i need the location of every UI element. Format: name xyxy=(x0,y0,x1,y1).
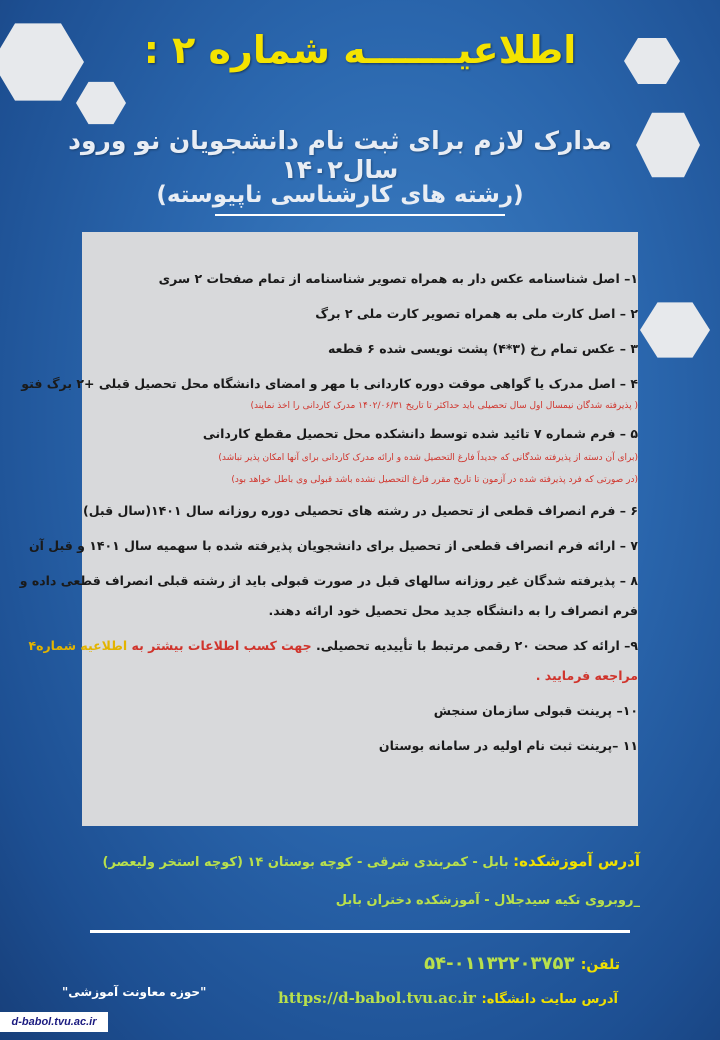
phone-number: ۰۱۱۳۲۲۰۳۷۵۳-۵۴ xyxy=(424,953,581,974)
site-badge: d-babol.tvu.ac.ir xyxy=(0,1012,108,1032)
address-label: آدرس آموزشکده: xyxy=(513,852,640,870)
list-item: ۸ – پذیرفته شدگان غیر روزانه سالهای قبل در صورت قبولی باید از رشته قبلی انصراف قطعی داده و xyxy=(19,573,638,588)
announcement-title: اطلاعیـــــــه شماره ۲ : xyxy=(143,28,577,72)
requirements-panel xyxy=(19,232,638,826)
list-item: ۱۰– پرینت قبولی سازمان سنجش xyxy=(433,703,638,718)
list-item-red-text: مراجعه فرمایید . xyxy=(535,668,638,683)
announcement-subtitle-2: (رشته های کارشناسی ناپیوسته) xyxy=(156,182,524,208)
address xyxy=(0,852,640,870)
list-item: ۲ – اصل کارت ملی به همراه تصویر کارت ملی ۲ برگ xyxy=(315,306,638,321)
list-item: فرم انصراف را به دانشگاه جدید محل تحصیل خود ارائه دهند. xyxy=(268,603,638,618)
address-line-2: _روبروی تکیه سیدجلال - آموزشکده دختران بابل xyxy=(335,893,640,908)
list-item-note: (برای آن دسته از پذیرفته شدگانی که جدیداً فارغ التحصیل شده و ارائه مدرک کاردانی برای آنها امکان پذیر نباشد) xyxy=(218,453,638,463)
decor-hexagon xyxy=(636,110,700,180)
list-item-highlight: اطلاعیه شماره۴ xyxy=(28,638,132,653)
phone-label: تلفن: xyxy=(580,957,620,973)
list-item: ۷ – ارائه فرم انصراف قطعی از تحصیل برای دانشجویان پذیرفته شده با سهمیه سال ۱۴۰۱ و قبل آن xyxy=(29,538,638,553)
title-divider xyxy=(215,214,505,216)
decor-hexagon xyxy=(640,300,710,360)
list-item-note: ( پذیرفته شدگان نیمسال اول سال تحصیلی باید حداکثر تا تاریخ ۱۴۰۲/۰۶/۳۱ مدرک کاردانی را اخذ نمایند) xyxy=(250,401,638,411)
website-link[interactable]: https://d-babol.tvu.ac.ir xyxy=(277,989,476,1007)
address-line-1: بابل - کمربندی شرقی - کوچه بوستان ۱۴ (کوچه استخر ولیعصر) xyxy=(102,855,514,870)
list-item-note: (در صورتی که فرد پذیرفته شده در آزمون تا تاریخ مقرر فارغ التحصیل نشده باشد قبولی وی باطل خواهد بود) xyxy=(231,475,638,485)
website xyxy=(0,988,618,1007)
decor-hexagon xyxy=(76,80,126,126)
list-item: ۱۱ –پرینت ثبت نام اولیه در سامانه بوستان xyxy=(378,738,638,753)
website-label: آدرس سایت دانشگاه: xyxy=(481,992,618,1007)
announcement-subtitle: مدارک لازم برای ثبت نام دانشجویان نو ورود سال۱۴۰۲ xyxy=(68,126,612,184)
list-item-red-text: جهت کسب اطلاعات بیشتر به xyxy=(131,638,317,653)
office-signature: "حوزه معاونت آموزشی" xyxy=(62,985,207,999)
list-item: ۶ – فرم انصراف قطعی از تحصیل در رشته های تحصیلی دوره روزانه سال ۱۴۰۱(سال قبل) xyxy=(82,503,638,518)
list-item: ۵ – فرم شماره ۷ تائید شده توسط دانشکده محل تحصیل مقطع کاردانی xyxy=(202,426,638,441)
phone xyxy=(0,953,620,974)
list-item: ۴ – اصل مدرک یا گواهی موقت دوره کاردانی با مهر و امضای دانشگاه محل تحصیل قبلی +۲ برگ فتو xyxy=(21,376,638,391)
requirements-list xyxy=(19,270,638,755)
footer-divider xyxy=(90,930,630,933)
list-item: ۱– اصل شناسنامه عکس دار به همراه تصویر شناسنامه از تمام صفحات ۲ سری xyxy=(158,271,638,286)
list-item xyxy=(28,637,638,655)
list-item-text: ۹– ارائه کد صحت ۲۰ رقمی مرتبط با تأییدیه تحصیلی. xyxy=(316,638,638,653)
list-item: ۳ – عکس تمام رخ (۳*۴) پشت نویسی شده ۶ قطعه xyxy=(327,341,638,356)
